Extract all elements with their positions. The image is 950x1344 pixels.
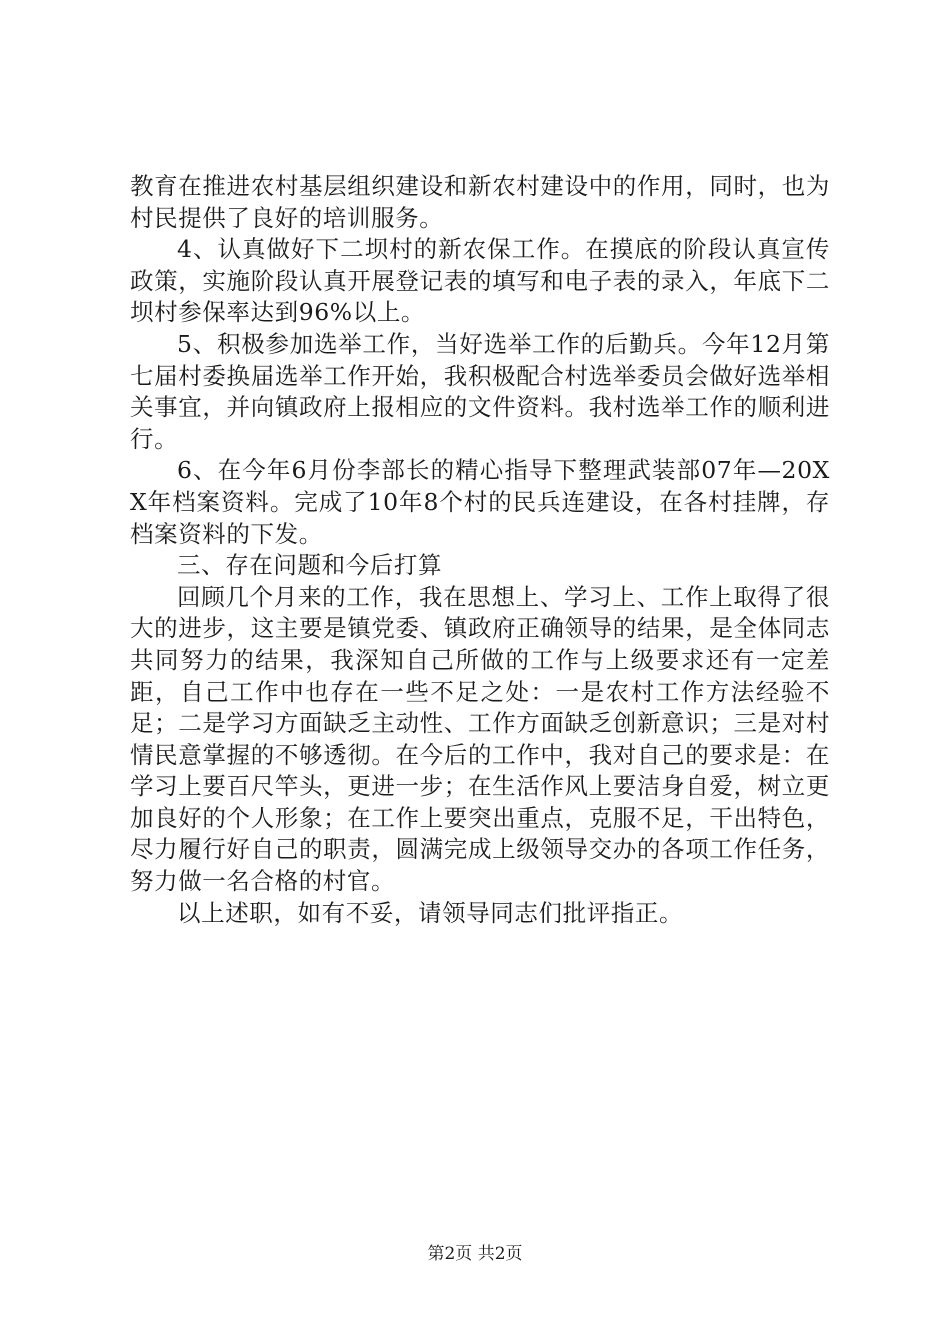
document-body xyxy=(130,171,830,929)
paragraph-review: 回顾几个月来的工作，我在思想上、学习上、工作上取得了很大的进步，这主要是镇党委、镇政府正确领导的结果，是全体同志共同努力的结果，我深知自己所做的工作与上级要求还有一定差距，自己工作中也存在一些不足之处：一是农村工作方法经验不足；二是学习方面缺乏主动性、工作方面缺乏创新意识；三是对村情民意掌握的不够透彻。在今后的工作中，我对自己的要求是：在学习上要百尺竿头，更进一步；在生活作风上要洁身自爱，树立更加良好的个人形象；在工作上要突出重点，克服不足，干出特色，尽力履行好自己的职责，圆满完成上级领导交办的各项工作任务，努力做一名合格的村官。 xyxy=(130,582,830,896)
page-number-footer: 第2页 共2页 xyxy=(427,1244,523,1264)
paragraph-item-5: 5、积极参加选举工作，当好选举工作的后勤兵。今年12月第七届村委换届选举工作开始，我积极配合村选举委员会做好选举相关事宜，并向镇政府上报相应的文件资料。我村选举工作的顺利进行。 xyxy=(130,329,830,453)
paragraph-continuation: 教育在推进农村基层组织建设和新农村建设中的作用，同时，也为村民提供了良好的培训服务。 xyxy=(130,172,830,232)
paragraph-item-4: 4、认真做好下二坝村的新农保工作。在摸底的阶段认真宣传政策，实施阶段认真开展登记表的填写和电子表的录入，年底下二坝村参保率达到96%以上。 xyxy=(130,235,830,327)
paragraph-item-6: 6、在今年6月份李部长的精心指导下整理武装部07年—20XX年档案资料。完成了10年8个村的民兵连建设，在各村挂牌，存档案资料的下发。 xyxy=(130,456,830,548)
paragraph-closing: 以上述职，如有不妥，请领导同志们批评指正。 xyxy=(177,898,684,927)
section-heading: 三、存在问题和今后打算 xyxy=(177,551,443,580)
